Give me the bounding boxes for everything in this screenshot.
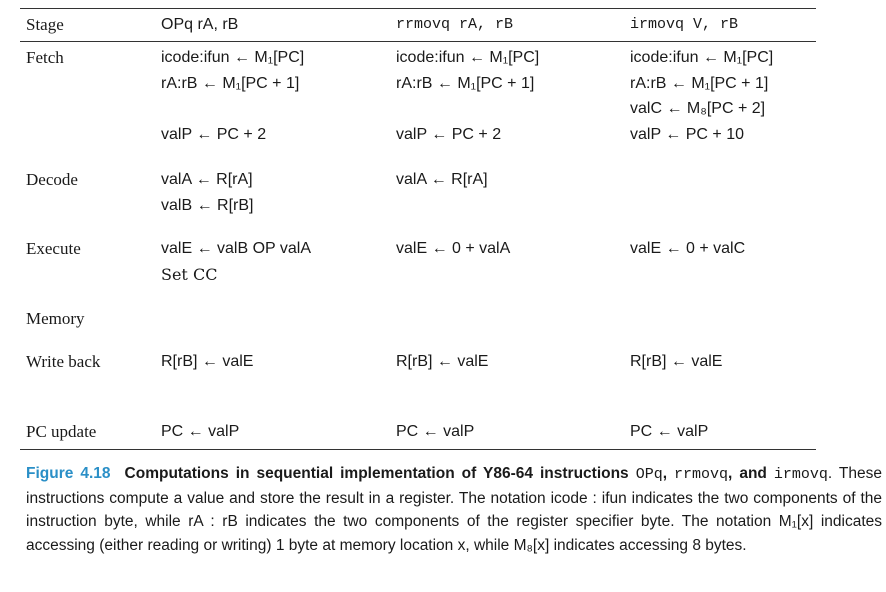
execute-rrmovq-line-1: valE ← 0 + valA	[396, 240, 511, 257]
figure-caption	[26, 462, 882, 557]
stage-write-back: Write back	[26, 352, 101, 371]
execute-irmovq-line-1: valE ← 0 + valC	[630, 240, 746, 257]
caption-irmovq: irmovq	[773, 466, 828, 483]
decode-rrmovq-line-1: valA ← R[rA]	[396, 171, 488, 188]
writeback-opq: R[rB] ← valE	[161, 353, 254, 370]
execute-opq-line-2: Set CC	[161, 265, 218, 284]
stage-memory: Memory	[26, 309, 85, 328]
figure-title: Computations in sequential implementation of Y86-64 instructions	[124, 465, 629, 482]
fetch-opq-line-2: rA:rB ← M₁[PC + 1]	[161, 75, 300, 92]
decode-opq-line-1: valA ← R[rA]	[161, 171, 253, 188]
caption-body: . These instructions compute a value and store the result in a register. The notation icode : ifun indicates the two components of the instruction byte, while rA : rB indicates the two components of the register specifier byte. The notation M₁[x] indicates accessing (either reading or writing) 1 byte at memory location x, while M₈[x] indicates accessing 8 bytes.	[26, 465, 883, 554]
caption-sep-2: , and	[728, 465, 767, 482]
fetch-irmovq-line-1: icode:ifun ← M₁[PC]	[630, 49, 774, 66]
stage-execute: Execute	[26, 239, 81, 258]
writeback-rrmovq: R[rB] ← valE	[396, 353, 489, 370]
fetch-irmovq-line-4: valP ← PC + 10	[630, 126, 744, 143]
fetch-rrmovq-line-2: rA:rB ← M₁[PC + 1]	[396, 75, 535, 92]
execute-opq-line-1: valE ← valB OP valA	[161, 240, 311, 257]
fetch-opq-line-1: icode:ifun ← M₁[PC]	[161, 49, 305, 66]
fetch-irmovq-line-2: rA:rB ← M₁[PC + 1]	[630, 75, 769, 92]
header-irmovq: irmovq V, rB	[630, 16, 739, 33]
stage-fetch: Fetch	[26, 48, 64, 67]
stage-decode: Decode	[26, 170, 78, 189]
header-stage: Stage	[26, 15, 64, 34]
header-opq: OPq rA, rB	[161, 16, 239, 33]
fetch-rrmovq-line-1: icode:ifun ← M₁[PC]	[396, 49, 540, 66]
pcupdate-opq: PC ← valP	[161, 423, 240, 440]
decode-opq-line-2: valB ← R[rB]	[161, 197, 254, 214]
stage-pc-update: PC update	[26, 422, 97, 441]
table-bottom-rule	[20, 449, 816, 450]
computation-table	[20, 0, 816, 450]
caption-rrmovq: rrmovq	[674, 466, 729, 483]
caption-opq: OPq	[635, 466, 663, 483]
fetch-opq-line-3: valP ← PC + 2	[161, 126, 267, 143]
header-rrmovq: rrmovq rA, rB	[396, 16, 514, 33]
pcupdate-rrmovq: PC ← valP	[396, 423, 475, 440]
table-header-rule	[20, 41, 816, 42]
figure-label: Figure 4.18	[26, 465, 111, 482]
caption-sep-1: ,	[662, 465, 668, 482]
writeback-irmovq: R[rB] ← valE	[630, 353, 723, 370]
fetch-irmovq-line-3: valC ← M₈[PC + 2]	[630, 100, 766, 117]
table-top-rule	[20, 8, 816, 9]
pcupdate-irmovq: PC ← valP	[630, 423, 709, 440]
fetch-rrmovq-line-3: valP ← PC + 2	[396, 126, 502, 143]
